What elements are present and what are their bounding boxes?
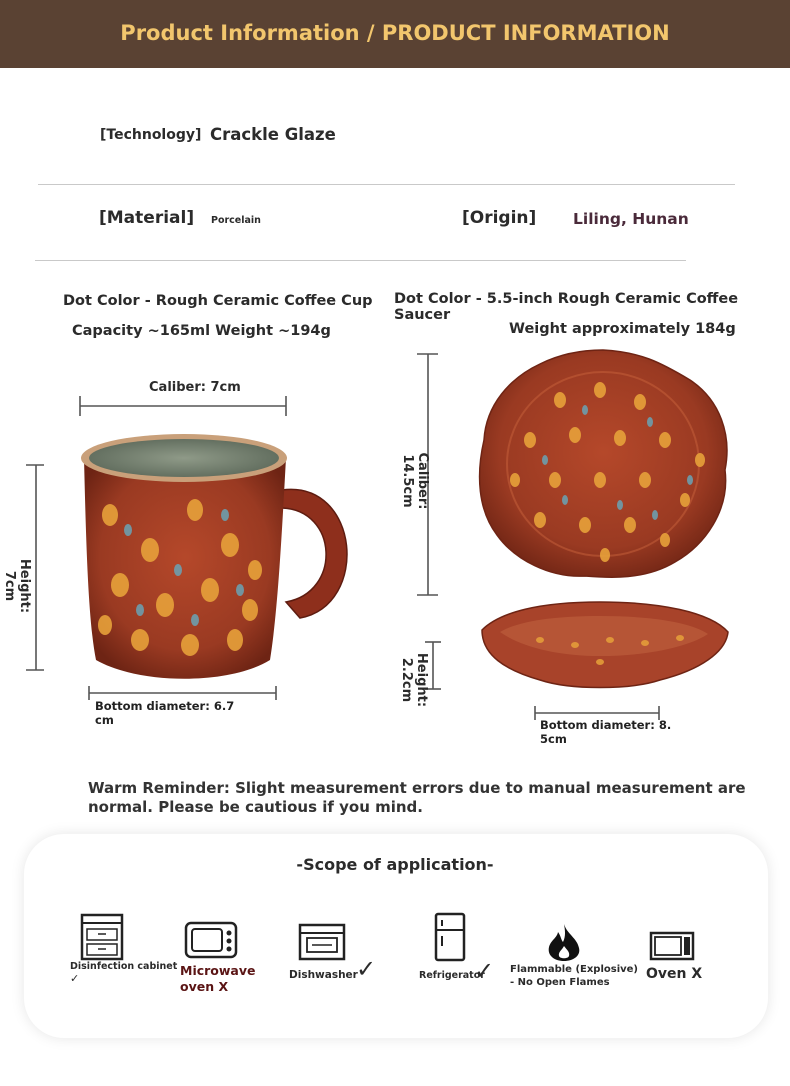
microwave-label-line2: oven X [180,979,229,994]
cup-bottom-dimension-line [89,686,276,700]
oven-icon [649,931,695,961]
cup-caliber-dimension-line [80,396,286,416]
disinfection-check-icon: ✓ [70,972,80,985]
saucer-height-label: Height: 2.2cm [399,652,429,708]
technology-label: [Technology] [100,127,202,143]
cup-subtitle: Capacity ~165ml Weight ~194g [72,323,331,339]
reminder-line2: normal. Please be cautious if you mind. [88,798,423,816]
reminder-line1: Warm Reminder: Slight measurement errors due to manual measurement are [88,779,746,797]
saucer-title: Dot Color - 5.5-inch Rough Ceramic Coffee Saucer [394,291,739,323]
disinfection-cabinet-icon [80,913,124,961]
disinfection-label: Disinfection cabinet [70,961,178,972]
flammable-label-line1: Flammable (Explosive) [510,964,639,975]
refrigerator-icon [434,912,466,962]
flammable-label [510,963,638,989]
warm-reminder [88,779,746,817]
saucer-caliber-label: Caliber: 14.5cm [400,452,430,510]
dishwasher-check-icon: ✓ [356,955,377,983]
dishwasher-icon [298,923,346,961]
origin-label: [Origin] [462,208,537,228]
cup-title: Dot Color - Rough Ceramic Coffee Cup [63,293,373,309]
page-title: Product Information / PRODUCT INFORMATION [120,21,670,45]
microwave-label [180,963,256,995]
product-illustration [0,340,790,760]
cup-height-label: Height: 7cm [2,558,32,614]
refrigerator-check-icon: ✓ [474,957,495,985]
mug-image [81,434,347,679]
cup-bottom-label [95,699,234,727]
saucer-subtitle: Weight approximately 184g [509,321,736,337]
scope-title: -Scope of application- [296,855,494,874]
microwave-icon [184,921,238,959]
saucer-bottom-label [540,718,671,746]
saucer-side-image [482,602,728,688]
saucer-bottom-line1: Bottom diameter: 8. [540,718,672,732]
dishwasher-label: Dishwasher [289,969,358,981]
divider [38,184,735,185]
origin-value: Liling, Hunan [573,210,689,228]
saucer-bottom-line2: 5cm [540,732,567,746]
oven-label: Oven X [646,966,703,982]
technology-value: Crackle Glaze [210,125,336,144]
microwave-label-line1: Microwave [180,963,256,978]
material-label: [Material] [99,208,195,228]
refrigerator-label: Refrigerator [419,970,485,981]
divider [35,260,686,261]
saucer-top-image [480,350,727,577]
cup-bottom-line1: Bottom diameter: 6.7 [95,699,235,713]
cup-bottom-line2: cm [95,713,114,727]
flammable-label-line2: - No Open Flames [510,977,610,988]
flame-icon [543,922,585,962]
cup-caliber-label: Caliber: 7cm [149,380,241,395]
material-value: Porcelain [211,215,261,226]
